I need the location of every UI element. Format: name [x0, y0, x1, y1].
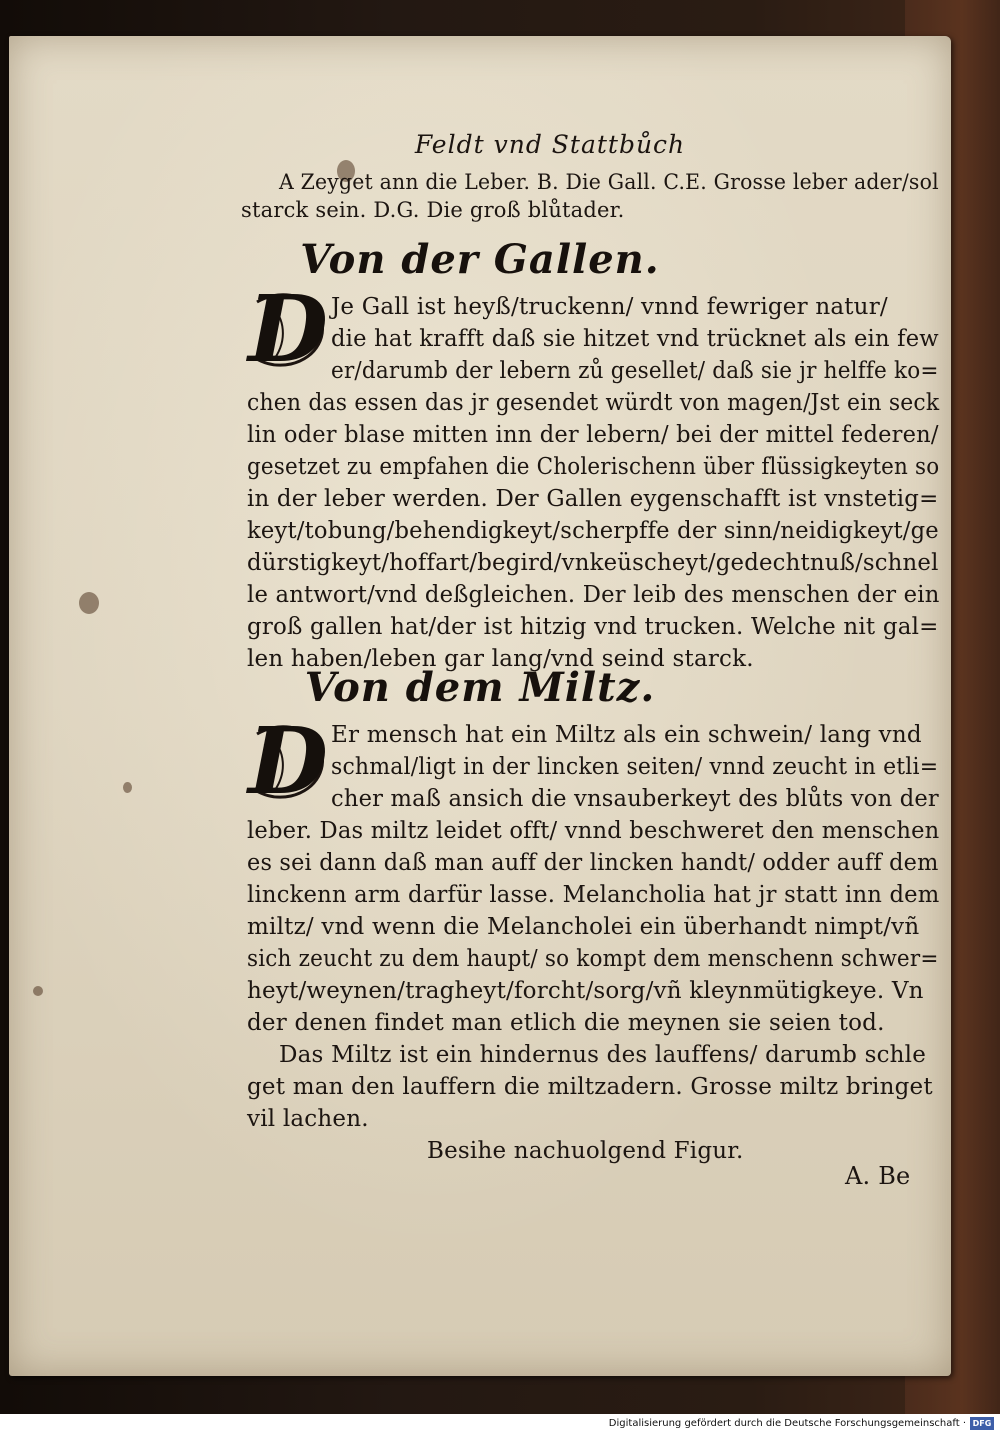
text-line: es sei dann daß man auff der lincken handt/ odder auff dem: [247, 850, 939, 876]
text-line: miltz/ vnd wenn die Melancholei ein überhandt nimpt/vñ: [247, 914, 920, 940]
section-heading-miltz: Von dem Miltz.: [304, 664, 656, 711]
text-line: chen das essen das jr gesendet würdt von magen/Jst ein seck: [247, 390, 940, 416]
text-line: der denen findet man etlich die meynen sie seien tod.: [247, 1010, 885, 1036]
text-line: le antwort/vnd deßgleichen. Der leib des menschen der ein: [247, 582, 940, 608]
text-line: linckenn arm darfür lasse. Melancholia hat jr statt inn dem: [247, 882, 940, 908]
text-line: cher maß ansich die vnsauberkeyt des blůts von der: [331, 786, 939, 812]
text-line: die hat krafft daß sie hitzet vnd trücknet als ein few: [331, 326, 939, 352]
closing-line: Besihe nachuolgend Figur.: [427, 1138, 744, 1164]
text-line: schmal/ligt in der lincken seiten/ vnnd zeucht in etli=: [331, 754, 939, 780]
dropcap-gallen: [247, 275, 329, 383]
text-line: in der leber werden. Der Gallen eygenschafft ist vnstetig=: [247, 486, 939, 512]
text-line: Das Miltz ist ein hindernus des lauffens/ darumb schle: [279, 1042, 927, 1068]
running-title: Feldt vnd Stattbůch: [414, 130, 686, 159]
catchword: A. Be: [845, 1162, 911, 1190]
text-line: er/darumb der lebern zů gesellet/ daß sie jr helffe ko=: [331, 358, 939, 384]
caption-line: A Zeyget ann die Leber. B. Die Gall. C.E. Grosse leber ader/sol: [279, 170, 939, 194]
book-page: [9, 36, 951, 1376]
text-line: gesetzet zu empfahen die Cholerischenn über flüssigkeyten so: [247, 454, 940, 480]
text-line: Er mensch hat ein Miltz als ein schwein/ lang vnd: [331, 722, 922, 748]
caption-line: starck sein. D.G. Die groß blůtader.: [241, 198, 625, 222]
text-line: vil lachen.: [247, 1106, 369, 1132]
ink-stain: [123, 782, 132, 793]
dfg-logo-icon: DFG: [970, 1417, 994, 1430]
text-line: lin oder blase mitten inn der lebern/ bei der mittel federen/: [247, 422, 939, 448]
footer-text: Digitalisierung gefördert durch die Deutsche Forschungsgemeinschaft ·: [608, 1418, 966, 1429]
section-heading-gallen: Von der Gallen.: [300, 236, 660, 283]
digitization-footer: [0, 1414, 1000, 1434]
text-line: keyt/tobung/behendigkeyt/scherpffe der sinn/neidigkeyt/ge: [247, 518, 939, 544]
ink-stain: [79, 592, 99, 614]
text-line: groß gallen hat/der ist hitzig vnd trucken. Welche nit gal=: [247, 614, 939, 640]
text-line: heyt/weynen/tragheyt/forcht/sorg/vñ kleynmütigkeye. Vn: [247, 978, 924, 1004]
text-line: leber. Das miltz leidet offt/ vnnd beschweret den menschen: [247, 818, 940, 844]
text-line: Je Gall ist heyß/truckenn/ vnnd fewriger natur/: [331, 294, 888, 320]
dropcap-letter: D: [248, 275, 328, 383]
dropcap-miltz: [247, 707, 329, 815]
dropcap-letter: D: [248, 707, 328, 815]
text-line: len haben/leben gar lang/vnd seind starck.: [247, 646, 754, 672]
text-line: sich zeucht zu dem haupt/ so kompt dem menschenn schwer=: [247, 946, 939, 972]
text-line: dürstigkeyt/hoffart/begird/vnkeüscheyt/gedechtnuß/schnel: [247, 550, 939, 576]
ink-stain: [33, 986, 43, 996]
text-line: get man den lauffern die miltzadern. Grosse miltz bringet: [247, 1074, 933, 1100]
